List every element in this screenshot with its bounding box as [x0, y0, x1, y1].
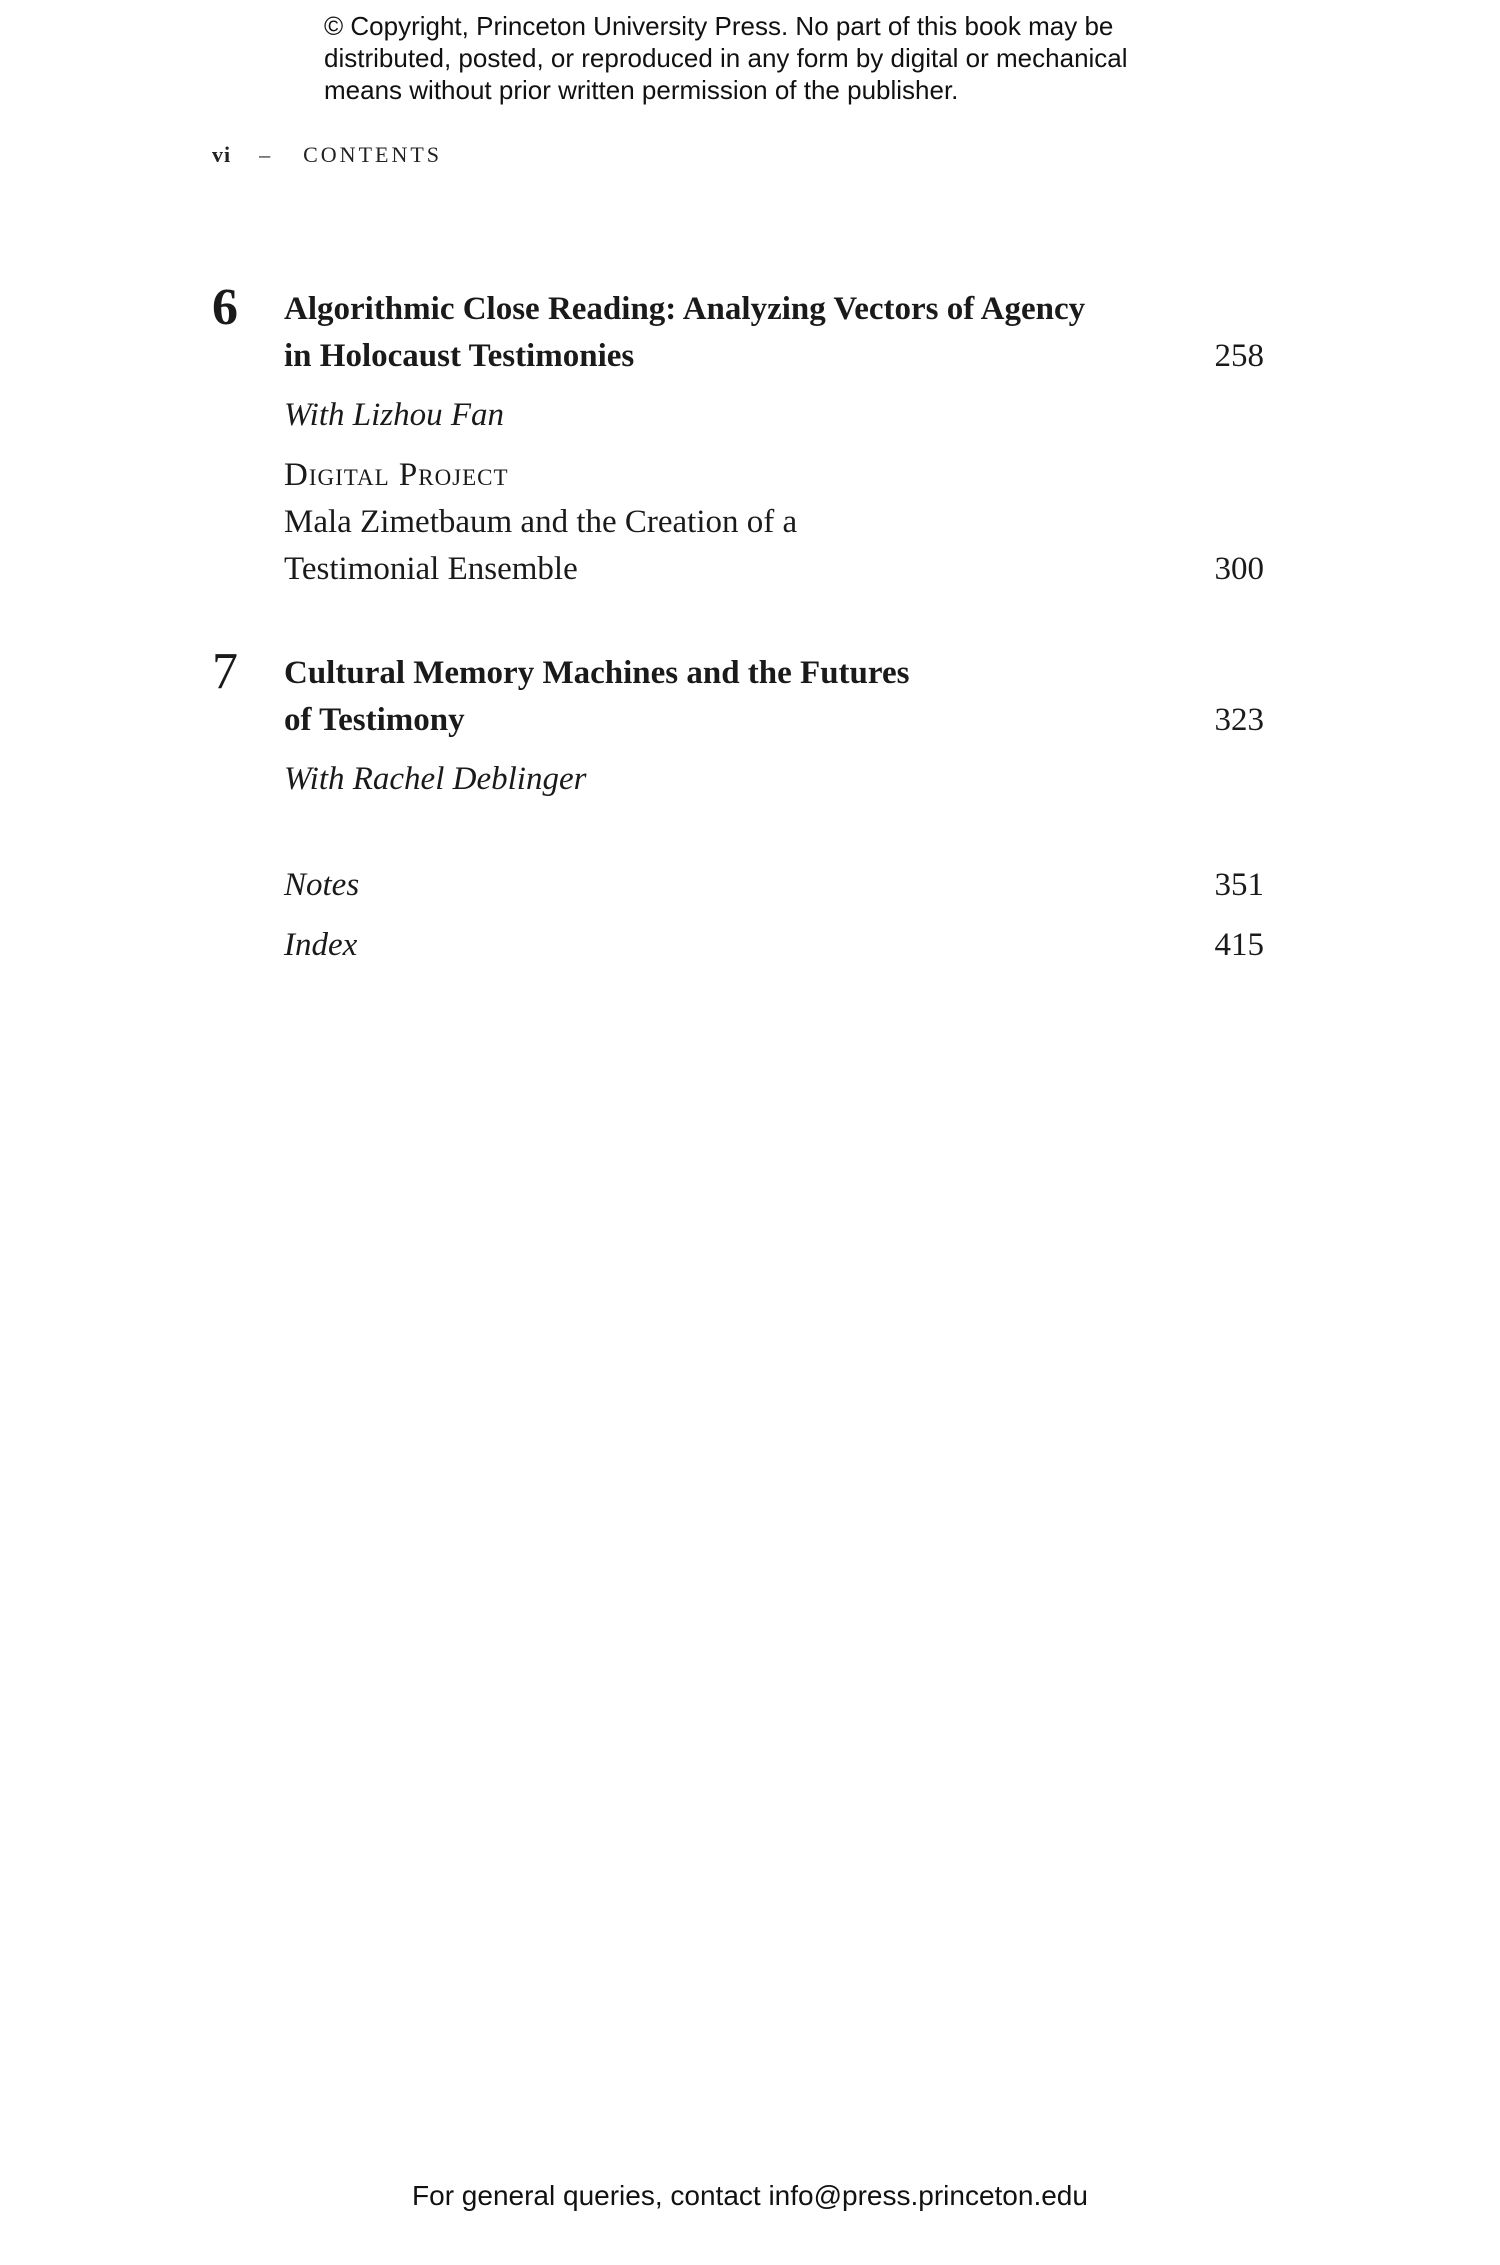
running-head-separator: –	[259, 142, 274, 167]
chapter-title-line: of Testimony	[284, 702, 465, 738]
chapter-title-line: Algorithmic Close Reading: Analyzing Vectors of Agency	[284, 291, 1086, 327]
toc-entry-chapter-7[interactable]	[212, 643, 1264, 816]
toc-entry-index[interactable]	[212, 922, 1264, 972]
chapter-title-line: in Holocaust Testimonies	[284, 338, 635, 374]
page-number: 258	[1214, 338, 1264, 374]
digital-project-label: Digital Project	[284, 457, 509, 493]
running-head-title: CONTENTS	[303, 142, 443, 167]
page-number: 323	[1214, 702, 1264, 738]
page-number: 300	[1214, 551, 1264, 587]
backmatter-label: Notes	[284, 867, 360, 903]
digital-project-title-line: Testimonial Ensemble	[284, 551, 578, 587]
page-number: 351	[1214, 867, 1264, 903]
chapter-byline: With Rachel Deblinger	[284, 761, 587, 797]
backmatter-label: Index	[284, 927, 358, 963]
chapter-number: 6	[212, 279, 238, 336]
digital-project-title-line: Mala Zimetbaum and the Creation of a	[284, 504, 798, 540]
page-number: 415	[1214, 927, 1264, 963]
copyright-line: distributed, posted, or reproduced in any form by digital or mechanical	[324, 43, 1128, 73]
running-head	[212, 142, 442, 168]
toc-entry-digital-project[interactable]	[212, 452, 1264, 602]
footer-contact: For general queries, contact info@press.princeton.edu	[412, 2180, 1088, 2211]
toc-entry-notes[interactable]	[212, 862, 1264, 912]
copyright-line: © Copyright, Princeton University Press. No part of this book may be	[324, 11, 1114, 41]
copyright-line: means without prior written permission of the publisher.	[324, 75, 959, 105]
page-folio: vi	[212, 142, 232, 167]
chapter-number: 7	[212, 643, 238, 700]
copyright-notice	[324, 10, 1224, 106]
chapter-title-line: Cultural Memory Machines and the Futures	[284, 655, 910, 691]
chapter-byline: With Lizhou Fan	[284, 397, 505, 433]
